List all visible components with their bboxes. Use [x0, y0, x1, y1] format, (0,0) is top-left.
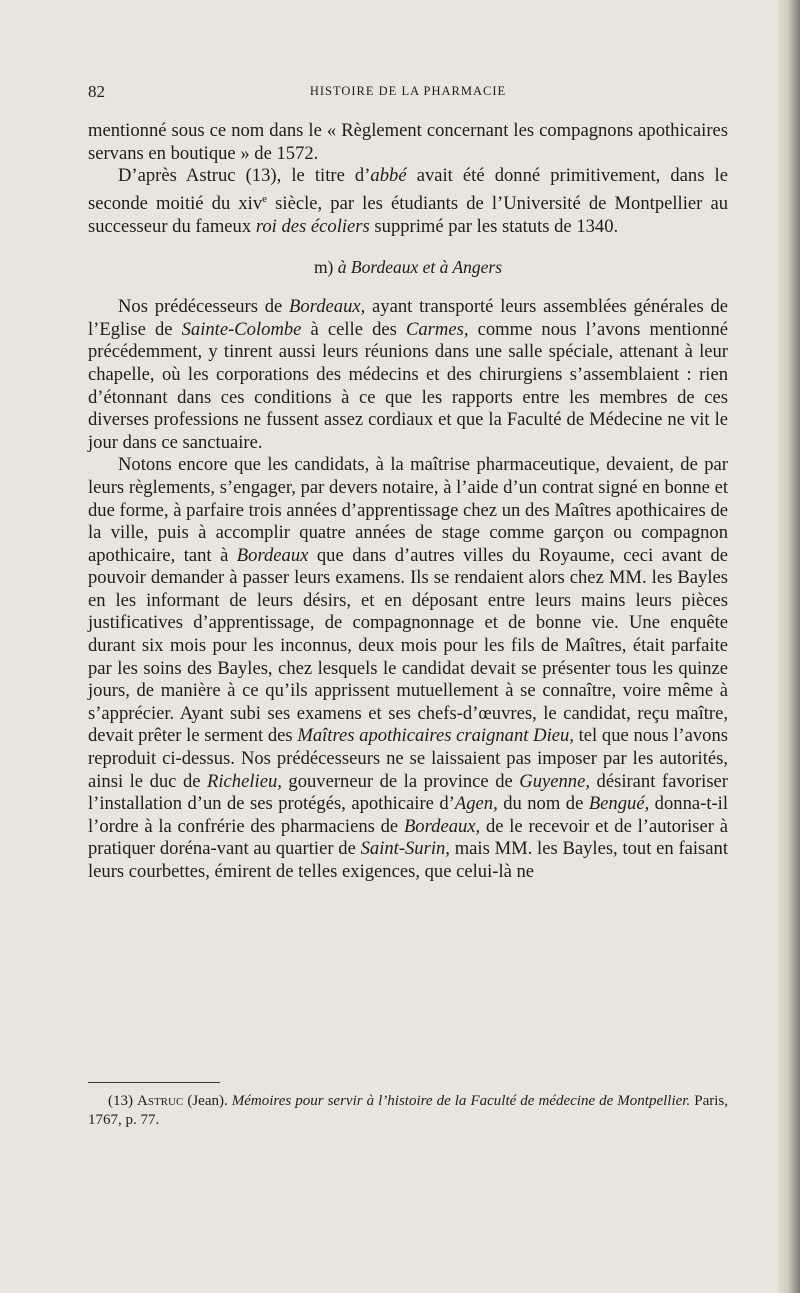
body-text: [88, 120, 728, 884]
italic-run: abbé: [370, 165, 407, 187]
italic-run: Richelieu,: [207, 770, 282, 792]
running-title: HISTOIRE DE LA PHARMACIE: [309, 84, 507, 98]
page-edge-shadow: [778, 0, 800, 1293]
text-run: Notons encore que les candidats, à la maîtrise pharmaceutique, devaient, de par leurs règlements, s’engager, par devers notaire, à l’aide d’un contrat signé en bonne et due forme, à parfaire trois années d’apprentissage chez un des Maîtres apothicaires de la ville, puis à accomplir quatre années de stage comme garçon ou compagnon apothicaire, tant à: [88, 454, 728, 566]
italic-run: Maîtres apothicaires craignant Dieu,: [297, 725, 574, 747]
footnote-title: Mémoires pour servir à l’histoire de la Faculté de médecine de Montpellier.: [231, 1093, 691, 1109]
paragraph-1-text: mentionné sous ce nom dans le « Règlement concernant les compagnons apothicaires servans en boutique » de 1572.: [88, 120, 728, 164]
paragraph-candidats: [88, 454, 728, 883]
italic-run: Guyenne,: [519, 770, 591, 792]
italic-run: Bengué,: [588, 793, 650, 815]
paragraph-astruc: [88, 165, 728, 238]
italic-run: Bordeaux,: [403, 815, 481, 837]
text-run: avait été donné primitivement, dans le seconde moitié du xiv: [88, 165, 728, 214]
text-run: supprimé par les statuts de 1340.: [369, 215, 619, 237]
section-title: à Bordeaux et à Angers: [337, 257, 503, 278]
page-number: 82: [88, 82, 105, 101]
paragraph-bordeaux: [88, 296, 728, 454]
superscript: e: [262, 192, 268, 205]
text-run: désirant favoriser l’installation d’un de ses protégés, apothicaire d’: [88, 770, 728, 815]
text-run: mais MM. les Bayles, tout en faisant leurs courbettes, émirent de telles exigences, que celui-là ne: [88, 838, 728, 882]
text-run: Paris, 1767, p. 77.: [88, 1093, 728, 1128]
italic-run: Carmes,: [405, 318, 469, 340]
text-run: donna-t-il l’ordre à la confrérie des pharmaciens de: [88, 793, 729, 837]
footnote: [88, 1092, 728, 1130]
text-run: ayant transporté leurs assemblées générales de l’Eglise de: [88, 296, 729, 340]
page-header: [88, 82, 728, 102]
text-run: que dans d’autres villes du Royaume, ceci avant de pouvoir demander à passer leurs examens. Ils se rendaient alors chez MM. les Bayles en les informant de leurs désirs, et en déposant entre leurs mains leurs pièces justificatives d’apprentissage, de compagnonnage et de bonne vie. Une enquête durant six mois pour les inconnus, deux mois pour les fils de Maîtres, était parfaite par les soins des Bayles, chez lesquels le candidat devait se présenter tous les quinze jours, de manière à ce qu’ils apprissent mutuellement à se connaître, voire même à s’apprécier. Ayant subi ses examens et ses chefs-d’œuvres, le candidat, reçu maître, devait prêter le serment des: [88, 544, 728, 747]
footnote-number: (13): [108, 1093, 138, 1109]
text-run: gouverneur de la province de: [281, 770, 520, 792]
footnote-13: [88, 1092, 728, 1130]
text-run: tel que nous l’avons reproduit ci-dessus. Nos prédécesseurs ne se laissaient pas imposer par les autorités, ainsi le duc de: [88, 725, 729, 792]
italic-run: Agen,: [454, 793, 498, 815]
text-run: de le recevoir et de l’autoriser à pratiquer doréna-vant au quartier de: [88, 815, 729, 860]
text-run: D’après Astruc (13), le titre d’: [118, 165, 371, 187]
text-run: du nom de: [497, 793, 589, 815]
italic-run: roi des écoliers: [255, 215, 370, 237]
italic-run: Sainte-Colombe: [181, 318, 302, 340]
section-label: m): [313, 257, 338, 278]
text-run: (Jean).: [183, 1093, 232, 1109]
footnote-author: Astruc: [137, 1093, 184, 1109]
paragraph-continuation: [88, 120, 728, 165]
italic-run: Bordeaux: [236, 544, 309, 566]
italic-run: Bordeaux,: [289, 296, 366, 318]
text-run: comme nous l’avons mentionné précédemment, y tinrent aussi leurs réunions dans une salle spéciale, attenant à leur chapelle, où les corporations des médecins et des chirurgiens s’assemblaient : rien d’étonnant dans ces conditions à ce que les rapports entre les membres de ces diverses professions ne fussent assez cordiaux et que la Faculté de Médecine ne vit le jour dans ce sanctuaire.: [88, 318, 728, 453]
italic-run: Saint-Surin,: [360, 838, 450, 860]
section-heading: [88, 256, 728, 278]
text-run: à celle des: [301, 318, 406, 340]
text-run: siècle, par les étudiants de l’Université de Montpellier au successeur du fameux: [88, 192, 728, 237]
footnote-divider: [88, 1082, 220, 1083]
text-run: Nos prédécesseurs de: [118, 296, 290, 318]
